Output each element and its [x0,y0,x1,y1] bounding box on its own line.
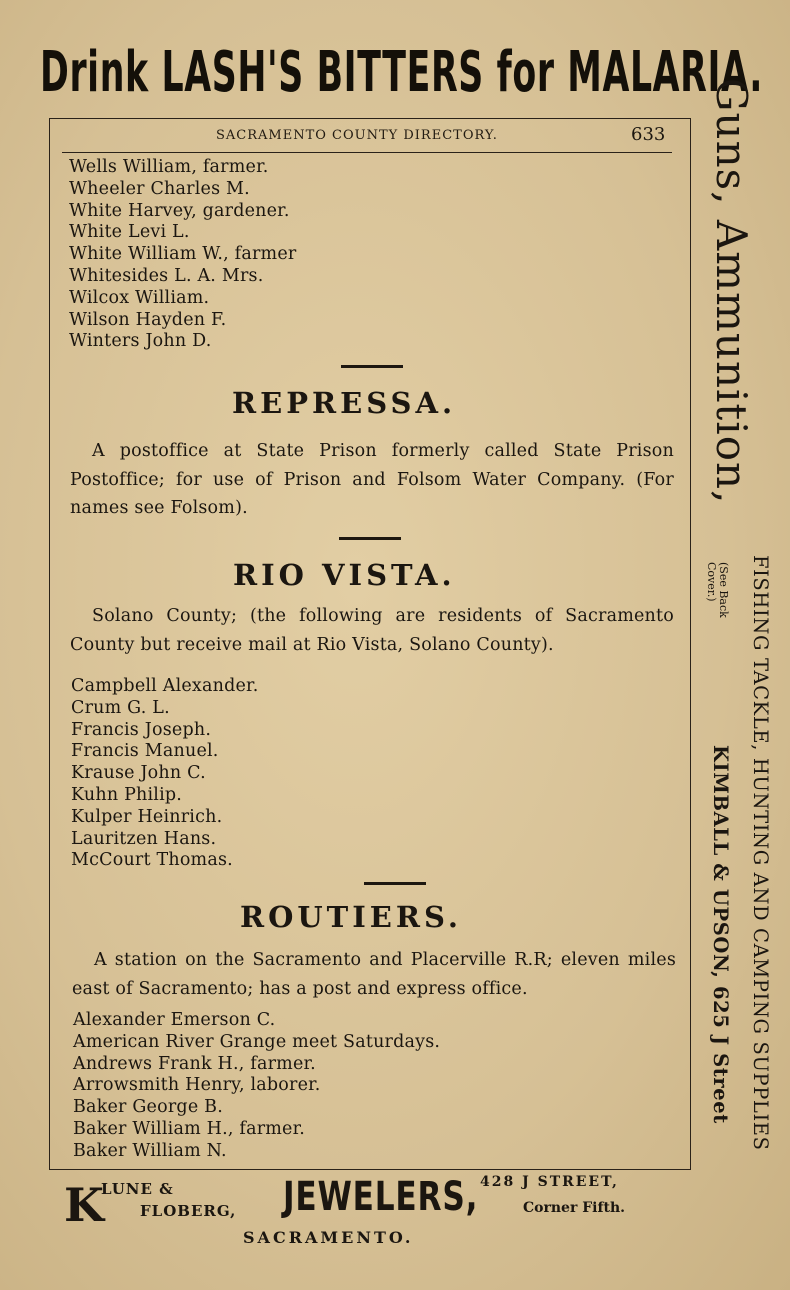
list-item: Andrews Frank H., farmer. [73,1053,316,1074]
top-advertisement: Drink LASH'S BITTERS for MALARIA. [40,40,764,105]
list-item: American River Grange meet Saturdays. [73,1031,441,1052]
bottom-ad-corner: Corner Fifth. [523,1200,625,1216]
page-number: 633 [631,124,666,145]
header-rule [62,152,672,153]
list-item: Kuhn Philip. [71,784,183,805]
list-item: Arrowsmith Henry, laborer. [73,1075,321,1096]
list-item: Wilcox William. [69,287,210,308]
running-head: SACRAMENTO COUNTY DIRECTORY. [216,128,498,143]
side-advertisement-guns: Guns, Ammunition, [707,78,756,505]
list-item: Wheeler Charles M. [69,178,250,199]
bottom-ad-line2: FLOBERG, [140,1202,237,1220]
section-divider [341,365,403,368]
routiers-name-list [73,1010,440,1163]
list-item: Francis Manuel. [71,741,219,762]
list-item: Alexander Emerson C. [73,1010,276,1030]
section-description-routiers: A station on the Sacramento and Placerville R.R; eleven miles east of Sacramento; has a post and express office. [72,950,676,999]
list-item: McCourt Thomas. [71,850,233,871]
section-divider [364,882,426,885]
list-item: Winters John D. [69,331,212,352]
top-name-list [69,157,296,353]
bottom-advertisement [0,1170,790,1280]
list-item: Kulper Heinrich. [71,806,223,827]
list-item: Wells William, farmer. [69,157,269,177]
list-item: Baker George B. [73,1097,223,1118]
list-item: White Harvey, gardener. [69,200,290,221]
list-item: Lauritzen Hans. [71,828,217,849]
bottom-ad-line1: LUNE & [101,1180,174,1198]
list-item: Wilson Hayden F. [69,309,227,330]
bottom-ad-street: 428 J STREET, [480,1174,619,1190]
side-advertisement-fishing: FISHING TACKLE, HUNTING AND CAMPING SUPPLIES [749,555,772,1151]
side-advertisement-kimball: KIMBALL & UPSON, 625 J Street [709,745,732,1124]
section-title-repressa: REPRESSA. [232,386,457,420]
list-item: White William W., farmer [69,244,297,265]
side-note-line: (See Back [717,562,730,618]
list-item: Baker William N. [73,1140,227,1161]
list-item: Whitesides L. A. Mrs. [69,265,264,286]
side-note-see-back-cover [705,562,729,618]
list-item: Crum G. L. [71,697,170,718]
list-item: Krause John C. [71,763,206,784]
bottom-ad-initial: K [64,1178,104,1232]
side-note-line: Cover.) [705,562,718,602]
bottom-ad-jewelers: JEWELERS, [283,1174,479,1220]
section-description-rio-vista: Solano County; (the following are residents of Sacramento County but receive mail at Rio Vista, Solano County). [70,606,674,655]
section-title-routiers: ROUTIERS. [240,900,463,934]
section-divider [339,537,401,540]
section-description-repressa: A postoffice at State Prison formerly called State Prison Postoffice; for use of Prison and Folsom Water Company. (For names see Folsom). [70,441,674,518]
bottom-ad-city: SACRAMENTO. [243,1228,414,1247]
section-title-rio-vista: RIO VISTA. [233,558,456,592]
list-item: White Levi L. [69,222,190,243]
list-item: Francis Joseph. [71,719,212,740]
list-item: Baker William H., farmer. [73,1118,306,1139]
rio-vista-name-list [71,676,258,872]
list-item: Campbell Alexander. [71,676,259,696]
